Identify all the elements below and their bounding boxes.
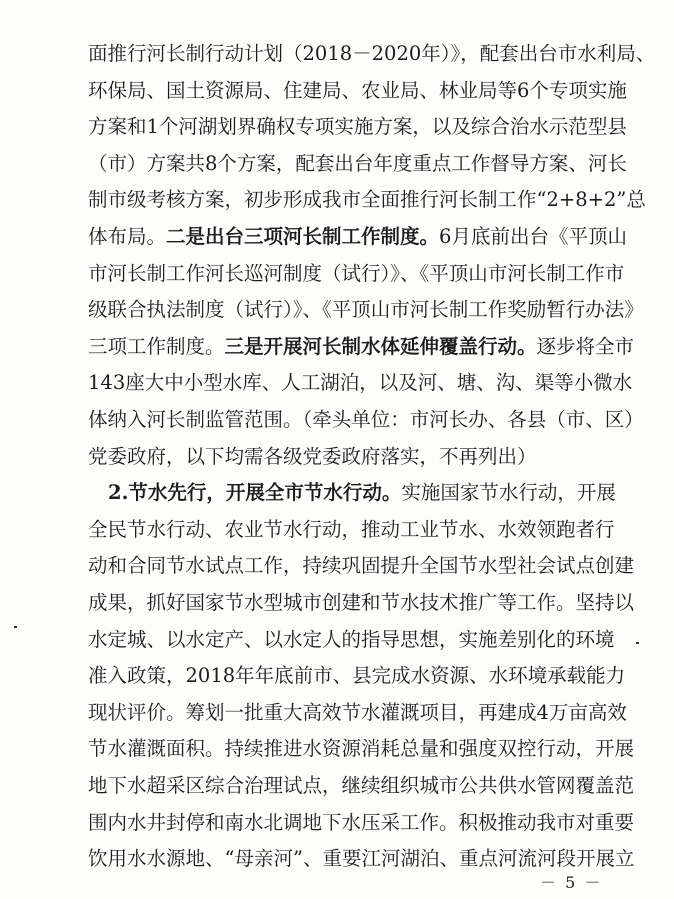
bold-heading: 二是出台三项河长制工作制度。 <box>166 225 440 248</box>
text-line: 现状评价。筹划一批重大高效节水灌溉项目，再建成4万亩高效 <box>88 700 627 724</box>
text-line: 水定城、以水定产、以水定人的指导思想，实施差别化的环境 <box>88 627 615 651</box>
text-line <box>88 219 627 256</box>
text-line: 地下水超采区综合治理试点，继续组织城市公共供水管网覆盖范 <box>88 774 635 797</box>
text-run: 逐步将全市 <box>536 334 635 358</box>
section-heading: 2.节水先行，开展全市节水行动。 <box>108 481 402 505</box>
text-line: 围内水井封停和南水北调地下水压采工作。积极推动我市对重要 <box>88 810 635 834</box>
text-line: 环保局、国土资源局、住建局、农业局、林业局等6个专项实施 <box>88 78 627 102</box>
scan-speck <box>636 642 639 644</box>
text-run: 实施国家节水行动，开展 <box>401 481 616 505</box>
bold-heading: 三是开展河长制水体延伸覆盖行动。 <box>224 334 537 358</box>
text-line: 党委政府，以下均需各级党委政府落实，不再列出） <box>88 444 537 468</box>
text-line: （市）方案共8个方案，配套出台年度重点工作督导方案、河长 <box>88 151 627 175</box>
text-line: 面推行河长制行动计划（2018－2020年）》，配套出台市水利局、 <box>88 42 656 65</box>
text-line: 节水灌溉面积。持续推进水资源消耗总量和强度双控行动，开展 <box>88 737 635 761</box>
text-line: 制市级考核方案，初步形成我市全面推行河长制工作“2+8+2”总 <box>88 188 646 212</box>
text-line: 动和合同节水试点工作，持续巩固提升全国节水型社会试点创建 <box>88 554 635 578</box>
text-line: 成果，抓好国家节水型城市创建和节水技术推广等工作。坚持以 <box>88 591 635 614</box>
text-line: 准入政策，2018年年底前市、县完成水资源、水环境承载能力 <box>88 664 626 688</box>
page-number: － 5 － <box>540 873 603 892</box>
text-line: 全民节水行动、农业节水行动，推动工业节水、水效领跑者行 <box>88 517 615 541</box>
scan-speck <box>14 626 17 628</box>
text-line: 市河长制工作河长巡河制度（试行）》、《平顶山市河长制工作市 <box>88 261 625 285</box>
text-run: 6月底前出台《平顶山 <box>439 225 627 248</box>
text-line <box>88 329 635 366</box>
text-line <box>108 475 616 512</box>
text-line: 级联合执法制度（试行）》、《平顶山市河长制工作奖励暂行办法》 <box>88 298 644 322</box>
text-line: 体纳入河长制监管范围。（牵头单位：市河长办、各县（市、区） <box>88 408 644 431</box>
text-line: 饮用水水源地、“母亲河”、重要江河湖泊、重点河流河段开展立 <box>88 847 635 871</box>
text-run: 三项工作制度。 <box>88 334 225 358</box>
text-line: 143座大中小型水库、人工湖泊，以及河、塘、沟、渠等小微水 <box>88 371 633 395</box>
text-line: 方案和1个河湖划界确权专项实施方案，以及综合治水示范型县 <box>88 115 627 139</box>
text-run: 体布局。 <box>88 225 167 248</box>
